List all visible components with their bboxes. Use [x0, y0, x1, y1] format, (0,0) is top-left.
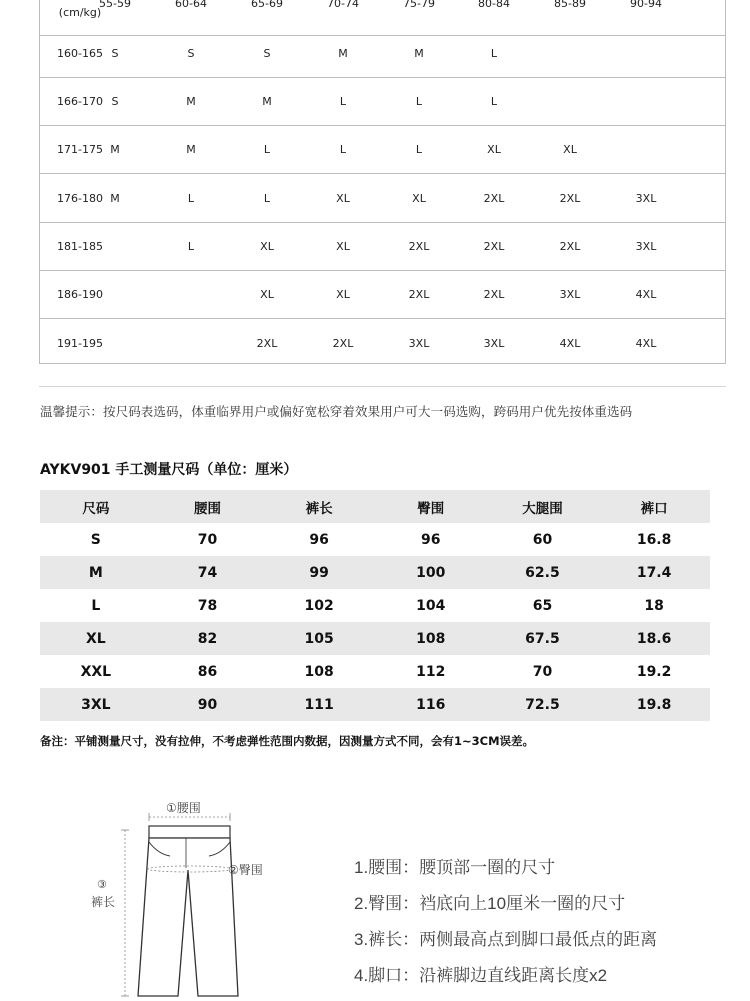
table-cell: 19.8 [636, 696, 672, 713]
size-cell: M [414, 47, 424, 60]
weight-header-cell: 60-64 [175, 0, 207, 10]
table-row [40, 223, 725, 271]
size-cell: M [262, 95, 272, 109]
header-label: (cm/kg) [58, 6, 102, 19]
table-cell: 78 [197, 597, 218, 614]
size-cell: S [263, 47, 271, 60]
size-cell: 2XL [256, 336, 278, 350]
weight-header-cell: 75-79 [403, 0, 435, 10]
table-row [40, 175, 725, 223]
table-cell: 116 [416, 696, 446, 713]
size-cell: 4XL [559, 336, 581, 350]
hip-label: ②臀围 [228, 863, 263, 877]
size-cell: M [186, 143, 196, 157]
table-cell: 100 [416, 564, 446, 581]
size-cell: 3XL [635, 191, 657, 205]
weight-header-cell: 55-59 [99, 0, 131, 10]
size-cell: M [186, 95, 196, 109]
table-row [40, 78, 725, 126]
size-cell: L [415, 143, 423, 157]
size-cell: 2XL [559, 191, 581, 205]
legend-item: 4.脚口：沿裤脚边直线距离长度x2 [354, 966, 608, 985]
table-row [40, 622, 710, 655]
table-cell: 96 [421, 531, 441, 548]
size-cell [151, 319, 231, 367]
size-cell: M [110, 191, 120, 205]
table-cell: 70 [197, 531, 218, 548]
size-cell [75, 223, 155, 270]
waist-label: ①腰围 [166, 801, 201, 815]
table-cell: 65 [532, 597, 553, 614]
size-cell [606, 30, 686, 77]
size-cell: 3XL [408, 336, 430, 350]
size-cell: M [110, 143, 120, 157]
size-cell: 4XL [635, 336, 657, 350]
table-row [40, 30, 725, 78]
table-cell: XXL [80, 663, 112, 680]
table-cell: XL [85, 630, 106, 647]
weight-header-cell: 85-89 [554, 0, 586, 10]
size-cell: XL [563, 143, 577, 157]
legend-item: 2.臀围：裆底向上10厘米一圈的尺寸 [354, 894, 626, 913]
table-cell: 82 [197, 630, 218, 647]
measurement-table [40, 490, 710, 721]
size-cell: XL [336, 191, 350, 205]
table-cell: S [90, 531, 101, 548]
weight-header-cell: 65-69 [251, 0, 283, 10]
table-cell: 67.5 [525, 630, 560, 647]
size-cell: 2XL [483, 191, 505, 205]
weight-header-cell: 90-94 [630, 0, 662, 10]
size-cell: 2XL [332, 336, 354, 350]
height-cell: 176-180 [57, 191, 103, 205]
size-cell: L [339, 95, 347, 109]
size-cell: XL [260, 288, 274, 301]
weight-header-cell: 80-84 [478, 0, 510, 10]
size-cell: 3XL [483, 336, 505, 350]
table-cell: 96 [309, 531, 329, 548]
table-cell: 99 [309, 564, 329, 581]
pants-diagram [80, 790, 300, 1001]
column-header: 裤口 [640, 500, 668, 517]
size-cell [606, 126, 686, 173]
divider [39, 386, 726, 387]
table-row [40, 556, 710, 589]
length-label: 裤长 [91, 895, 116, 909]
size-cell [151, 271, 231, 318]
length-label-number: ③ [97, 878, 107, 891]
table-cell: 111 [304, 696, 334, 713]
measurement-legend [354, 853, 657, 997]
table-cell: 18.6 [636, 630, 672, 647]
table-row [40, 688, 710, 721]
table-header-row [40, 490, 710, 523]
table-row [40, 271, 725, 319]
column-header: 大腿围 [522, 500, 563, 517]
height-cell: 171-175 [57, 143, 103, 157]
table-cell: 70 [532, 663, 553, 680]
table-cell: 3XL [81, 696, 111, 713]
size-cell: XL [336, 239, 350, 253]
height-cell: 160-165 [57, 47, 103, 60]
table-cell: 16.8 [636, 531, 672, 548]
table-cell: 17.4 [636, 564, 672, 581]
size-cell: 2XL [559, 239, 581, 253]
measurement-title: AYKV901 手工测量尺码（单位：厘米） [40, 462, 298, 478]
size-cell: L [263, 191, 271, 205]
size-cell [530, 78, 610, 125]
column-header: 裤长 [305, 500, 333, 517]
table-cell: M [88, 564, 103, 581]
table-cell: 74 [197, 564, 218, 581]
legend-item: 1.腰围：腰顶部一圈的尺寸 [354, 858, 556, 877]
size-cell: 3XL [635, 239, 657, 253]
height-cell: 191-195 [57, 336, 103, 350]
height-cell: 181-185 [57, 239, 103, 253]
table-cell: 108 [416, 630, 446, 647]
table-row [40, 523, 710, 556]
table-row [40, 126, 725, 174]
size-recommendation-table [39, 0, 726, 364]
size-cell: XL [336, 288, 350, 301]
size-cell: L [339, 143, 347, 157]
table-cell: 72.5 [525, 696, 560, 713]
weight-header-cell: 70-74 [327, 0, 359, 10]
size-cell: 2XL [408, 239, 430, 253]
column-header: 腰围 [193, 500, 221, 517]
table-cell: 102 [304, 597, 334, 614]
size-cell: L [263, 143, 271, 157]
size-cell: M [338, 47, 348, 60]
table-cell: 112 [416, 663, 446, 680]
height-cell: 186-190 [57, 288, 103, 301]
size-cell: L [187, 191, 195, 205]
size-cell: XL [412, 191, 426, 205]
table-row [40, 589, 710, 622]
size-cell: L [187, 239, 195, 253]
size-cell: 3XL [559, 288, 581, 301]
size-cell: XL [260, 239, 274, 253]
size-cell: 2XL [483, 288, 505, 301]
size-cell: L [490, 95, 498, 109]
size-tip: 温馨提示：按尺码表选码，体重临界用户或偏好宽松穿着效果用户可大一码选购，跨码用户优先按体重选码 [40, 404, 633, 419]
table-cell: 105 [304, 630, 334, 647]
height-cell: 166-170 [57, 95, 103, 109]
size-cell: 2XL [483, 239, 505, 253]
table-row [40, 319, 725, 367]
table-cell: 60 [532, 531, 553, 548]
table-cell: L [91, 597, 101, 614]
table-cell: 19.2 [636, 663, 672, 680]
table-cell: 62.5 [525, 564, 560, 581]
table-cell: 86 [197, 663, 218, 680]
pants-outline [138, 838, 238, 996]
table-cell: 108 [304, 663, 334, 680]
size-cell [606, 78, 686, 125]
table-cell: 104 [416, 597, 446, 614]
column-header: 尺码 [82, 500, 110, 517]
size-cell [530, 30, 610, 77]
size-cell: 4XL [635, 288, 657, 301]
size-cell: L [415, 95, 423, 109]
size-cell: S [111, 47, 119, 60]
size-cell: S [111, 95, 119, 109]
column-header: 臀围 [417, 500, 445, 517]
legend-item: 3.裤长：两侧最高点到脚口最低点的距离 [354, 930, 658, 949]
table-row [40, 655, 710, 688]
waistband [149, 826, 230, 838]
size-cell [75, 271, 155, 318]
size-cell: XL [487, 143, 501, 157]
measurement-note: 备注：平铺测量尺寸，没有拉伸，不考虑弹性范围内数据，因测量方式不同，会有1~3CM误差。 [40, 734, 535, 748]
size-cell: S [187, 47, 195, 60]
table-cell: 18 [644, 597, 664, 614]
size-cell [75, 319, 155, 367]
size-cell: 2XL [408, 288, 430, 301]
size-cell: L [490, 47, 498, 60]
table-cell: 90 [197, 696, 218, 713]
